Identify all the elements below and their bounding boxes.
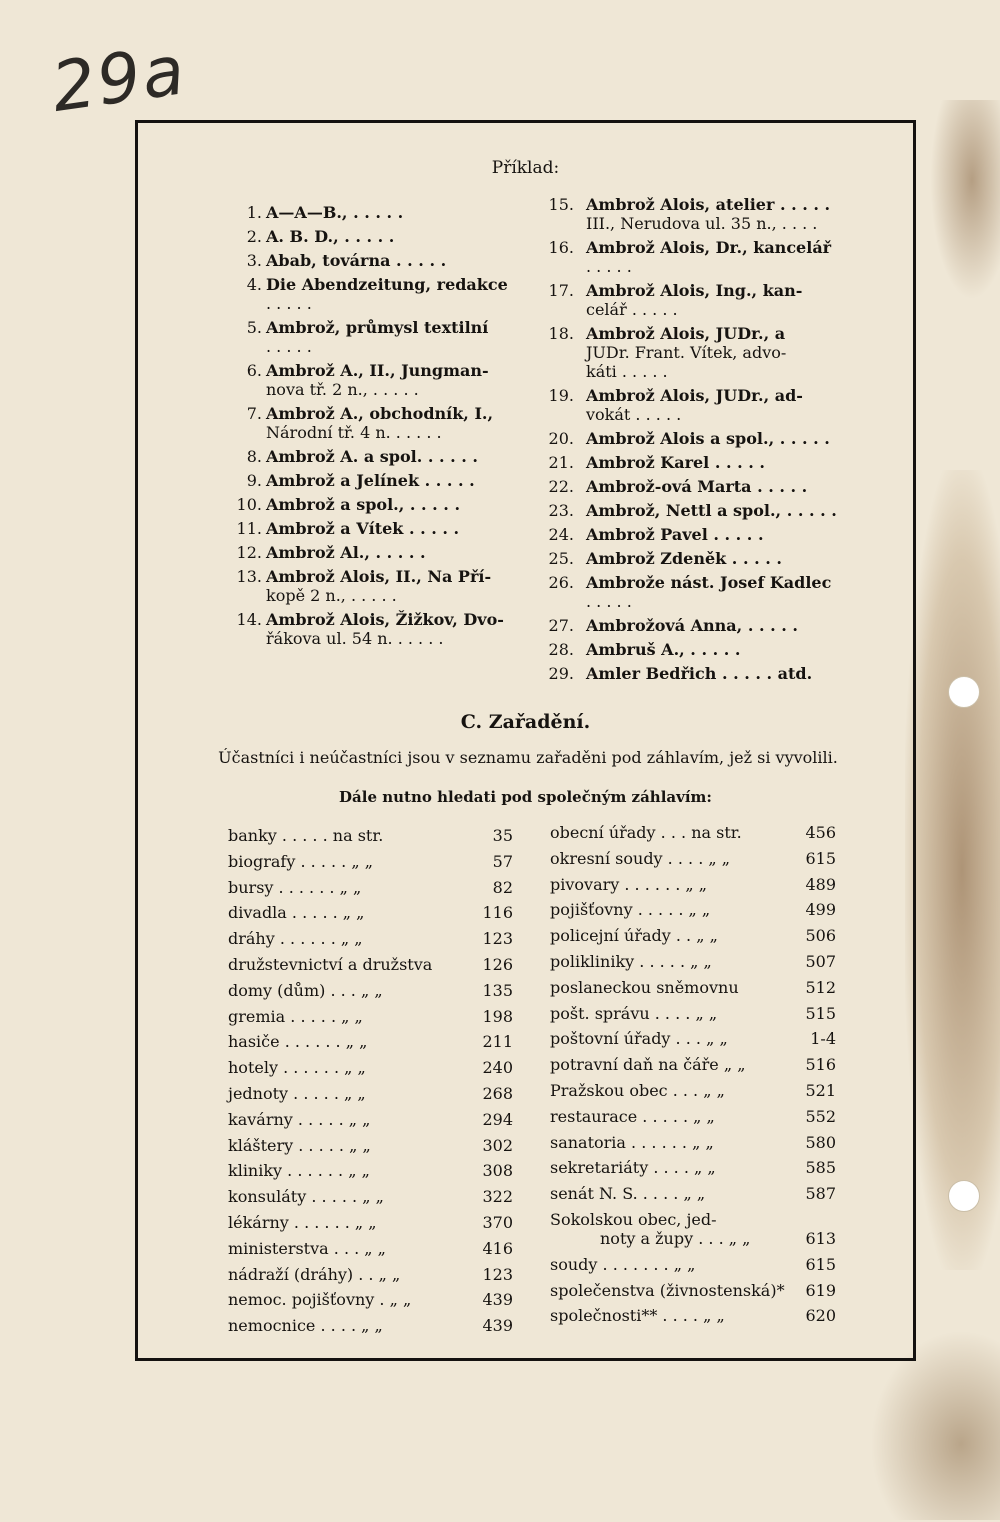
index-page-number: 580 — [805, 1132, 836, 1152]
example-entry: Ambrož Alois, Žižkov, Dvo- — [266, 610, 504, 629]
index-term: potravní daň na čáře „ „ — [550, 1055, 746, 1075]
index-term: obecní úřady . . . na str. — [550, 823, 742, 842]
example-entry: Ambrož a Jelínek . . . . . — [266, 471, 475, 490]
example-entry: káti . . . . . — [586, 362, 668, 381]
index-term: kliniky . . . . . . „ „ — [228, 1161, 370, 1181]
index-page-number: 521 — [805, 1081, 836, 1100]
index-page-number: 198 — [482, 1006, 513, 1026]
index-page-number: 416 — [482, 1238, 513, 1258]
index-page-number: 322 — [482, 1187, 513, 1207]
example-entry: . . . . . — [266, 337, 312, 356]
index-term: okresní soudy . . . . „ „ — [550, 848, 731, 868]
index-page-number: 515 — [805, 1003, 836, 1023]
example-entry: kopě 2 n., . . . . . — [266, 586, 397, 605]
example-entry: Ambrož Alois a spol., . . . . . — [586, 429, 830, 448]
page-frame — [135, 120, 916, 1361]
example-number: 17. — [548, 281, 574, 300]
index-page-number: 499 — [805, 900, 836, 920]
example-entry: Ambrož A., obchodník, I., — [266, 404, 494, 423]
example-number: 19. — [548, 386, 574, 405]
index-term: biografy . . . . . „ „ — [228, 851, 373, 871]
example-entry: Ambrož Alois, JUDr., ad- — [586, 386, 803, 405]
example-entry: Ambrož a spol., . . . . . — [266, 495, 461, 514]
index-term: dráhy . . . . . . „ „ — [228, 929, 363, 949]
example-number: 11. — [236, 519, 262, 538]
index-page-number: 615 — [805, 1254, 836, 1274]
example-number: 1. — [246, 203, 262, 222]
example-entry: Ambrož, průmysl textilní — [266, 318, 489, 337]
example-entry: Ambrož Alois, JUDr., a — [586, 324, 786, 343]
index-page-number: 308 — [482, 1161, 513, 1181]
section-text: Účastníci i neúčastníci jsou v seznamu zařaděni pod záhlavím, jež si vyvolili. — [218, 748, 838, 767]
example-entry: Die Abendzeitung, redakce — [266, 275, 508, 294]
example-entry: . . . . . — [266, 294, 312, 313]
example-entry: řákova ul. 54 n. . . . . . — [266, 629, 444, 648]
index-page-number: 439 — [482, 1290, 513, 1310]
index-term: společenstva (živnostenská)* — [550, 1280, 785, 1300]
index-page-number: 211 — [482, 1032, 513, 1052]
index-term: sekretariáty . . . . „ „ — [550, 1158, 716, 1178]
index-term: nemocnice . . . . „ „ — [228, 1316, 383, 1336]
paper-stain — [930, 100, 1000, 300]
example-entry: . . . . . — [586, 592, 632, 611]
index-term: poštovní úřady . . . „ „ — [550, 1029, 728, 1049]
example-entry: Ambrož Alois, Dr., kancelář — [586, 238, 832, 257]
index-page-number: 615 — [805, 848, 836, 868]
example-number: 9. — [246, 471, 262, 490]
example-entry: nova tř. 2 n., . . . . . — [266, 380, 419, 399]
index-term: policejní úřady . . „ „ — [550, 926, 718, 946]
subheading: Dále nutno hledati pod společným záhlavím: — [339, 788, 712, 806]
index-page-number: 506 — [805, 926, 836, 946]
example-entry: Ambrož Pavel . . . . . — [586, 525, 764, 544]
index-term: senát N. S. . . . . „ „ — [550, 1184, 706, 1204]
example-number: 16. — [548, 238, 574, 257]
index-page-number: 439 — [482, 1316, 513, 1336]
index-page-number: 57 — [492, 851, 513, 871]
example-number: 27. — [548, 616, 574, 635]
index-term: společnosti** . . . . „ „ — [550, 1306, 725, 1326]
index-page-number: 585 — [805, 1158, 836, 1178]
index-term: pojišťovny . . . . . „ „ — [550, 900, 711, 920]
example-number: 10. — [236, 495, 262, 514]
index-page-number: 370 — [482, 1213, 513, 1232]
index-term: sanatoria . . . . . . „ „ — [550, 1132, 714, 1152]
index-term: restaurace . . . . . „ „ — [550, 1106, 715, 1126]
example-number: 26. — [548, 573, 574, 592]
example-entry: Abab, továrna . . . . . — [266, 251, 447, 270]
index-term: pošt. správu . . . . „ „ — [550, 1003, 718, 1023]
example-number: 21. — [548, 453, 574, 472]
index-term: Pražskou obec . . . „ „ — [550, 1081, 725, 1100]
index-page-number: 512 — [805, 977, 836, 997]
index-term: konsuláty . . . . . „ „ — [228, 1187, 384, 1207]
index-term: kavárny . . . . . „ „ — [228, 1109, 371, 1129]
index-page-number: 507 — [805, 952, 836, 971]
example-number: 13. — [236, 567, 262, 586]
index-page-number: 1-4 — [810, 1029, 836, 1049]
index-term: domy (dům) . . . „ „ — [228, 980, 383, 1000]
example-title: Příklad: — [491, 158, 560, 178]
index-page-number: 489 — [805, 874, 836, 894]
example-entry: JUDr. Frant. Vítek, advo- — [586, 343, 787, 362]
index-page-number: 123 — [482, 1264, 513, 1284]
index-term: divadla . . . . . „ „ — [228, 903, 365, 923]
example-entry: Ambrož Al., . . . . . — [266, 543, 426, 562]
index-term: lékárny . . . . . . „ „ — [228, 1213, 377, 1232]
handwritten-page-number: 29a — [47, 31, 192, 128]
example-number: 29. — [548, 664, 574, 683]
index-term: Sokolskou obec, jed- — [550, 1210, 717, 1229]
example-entry: Ambrož Alois, atelier . . . . . — [586, 195, 831, 214]
index-term: kláštery . . . . . „ „ — [228, 1135, 371, 1155]
index-page-number: 302 — [482, 1135, 513, 1155]
index-term: nemoc. pojišťovny . „ „ — [228, 1290, 412, 1310]
paper-stain — [905, 470, 1000, 1270]
index-page-number: 456 — [805, 823, 836, 842]
example-entry: Ambrože nást. Josef Kadlec — [586, 573, 832, 592]
example-entry: A. B. D., . . . . . — [266, 227, 395, 246]
index-term: noty a župy . . . „ „ — [600, 1229, 751, 1248]
index-term: pivovary . . . . . . „ „ — [550, 874, 708, 894]
index-term: ministerstva . . . „ „ — [228, 1238, 386, 1258]
example-number: 7. — [246, 404, 262, 423]
example-entry: III., Nerudova ul. 35 n., . . . . — [586, 214, 818, 233]
example-number: 12. — [236, 543, 262, 562]
index-page-number: 35 — [492, 826, 513, 845]
index-page-number: 552 — [805, 1106, 836, 1126]
example-number: 8. — [246, 447, 262, 466]
index-term: jednoty . . . . . „ „ — [228, 1084, 366, 1103]
example-entry: Ambruš A., . . . . . — [586, 640, 741, 659]
index-term: hasiče . . . . . . „ „ — [228, 1032, 368, 1052]
index-page-number: 123 — [482, 929, 513, 949]
example-entry: Ambrož a Vítek . . . . . — [266, 519, 460, 538]
index-page-number: 240 — [482, 1058, 513, 1078]
example-number: 25. — [548, 549, 574, 568]
example-entry: Ambrož Alois, Ing., kan- — [586, 281, 803, 300]
index-term: soudy . . . . . . . „ „ — [550, 1254, 696, 1274]
index-term: družstevnictví a družstva — [228, 955, 433, 974]
index-term: poslaneckou sněmovnu — [550, 977, 739, 997]
example-number: 22. — [548, 477, 574, 496]
example-number: 20. — [548, 429, 574, 448]
index-page-number: 620 — [805, 1306, 836, 1326]
example-entry: Amler Bedřich . . . . . atd. — [586, 664, 813, 683]
index-term: bursy . . . . . . „ „ — [228, 877, 362, 897]
example-entry: Ambrož Zdeněk . . . . . — [586, 549, 782, 568]
example-number: 24. — [548, 525, 574, 544]
example-entry: Ambrož, Nettl a spol., . . . . . — [586, 501, 837, 520]
example-entry: A—A—B., . . . . . — [266, 203, 404, 222]
section-heading: C. Zařadění. — [460, 711, 591, 733]
example-entry: Ambrož A., II., Jungman- — [266, 361, 489, 380]
example-entry: Ambrož Karel . . . . . — [586, 453, 765, 472]
index-page-number: 268 — [482, 1084, 513, 1103]
index-page-number: 82 — [492, 877, 513, 897]
example-entry: celář . . . . . — [586, 300, 678, 319]
example-number: 6. — [246, 361, 262, 380]
example-number: 23. — [548, 501, 574, 520]
example-entry: Národní tř. 4 n. . . . . . — [266, 423, 442, 442]
example-entry: Ambrož-ová Marta . . . . . — [586, 477, 808, 496]
index-page-number: 613 — [805, 1229, 836, 1248]
punch-hole — [948, 1180, 980, 1212]
example-number: 18. — [548, 324, 574, 343]
example-entry: . . . . . — [586, 257, 632, 276]
example-entry: Ambrožová Anna, . . . . . — [586, 616, 798, 635]
index-page-number: 587 — [805, 1184, 836, 1204]
example-entry: vokát . . . . . — [586, 405, 682, 424]
example-entry: Ambrož Alois, II., Na Pří- — [266, 567, 492, 586]
index-term: gremia . . . . . „ „ — [228, 1006, 363, 1026]
example-number: 2. — [246, 227, 262, 246]
example-number: 14. — [236, 610, 262, 629]
example-number: 28. — [548, 640, 574, 659]
index-page-number: 135 — [482, 980, 513, 1000]
example-number: 15. — [548, 195, 574, 214]
punch-hole — [948, 676, 980, 708]
index-page-number: 126 — [482, 955, 513, 974]
example-number: 3. — [246, 251, 262, 270]
index-page-number: 619 — [805, 1280, 836, 1300]
index-page-number: 116 — [482, 903, 513, 923]
index-page-number: 294 — [482, 1109, 513, 1129]
index-term: polikliniky . . . . . „ „ — [550, 952, 712, 971]
index-page-number: 516 — [805, 1055, 836, 1075]
example-number: 4. — [246, 275, 262, 294]
index-term: hotely . . . . . . „ „ — [228, 1058, 366, 1078]
index-term: nádraží (dráhy) . . „ „ — [228, 1264, 401, 1284]
example-entry: Ambrož A. a spol. . . . . . — [266, 447, 478, 466]
example-number: 5. — [246, 318, 262, 337]
index-term: banky . . . . . na str. — [228, 826, 384, 845]
